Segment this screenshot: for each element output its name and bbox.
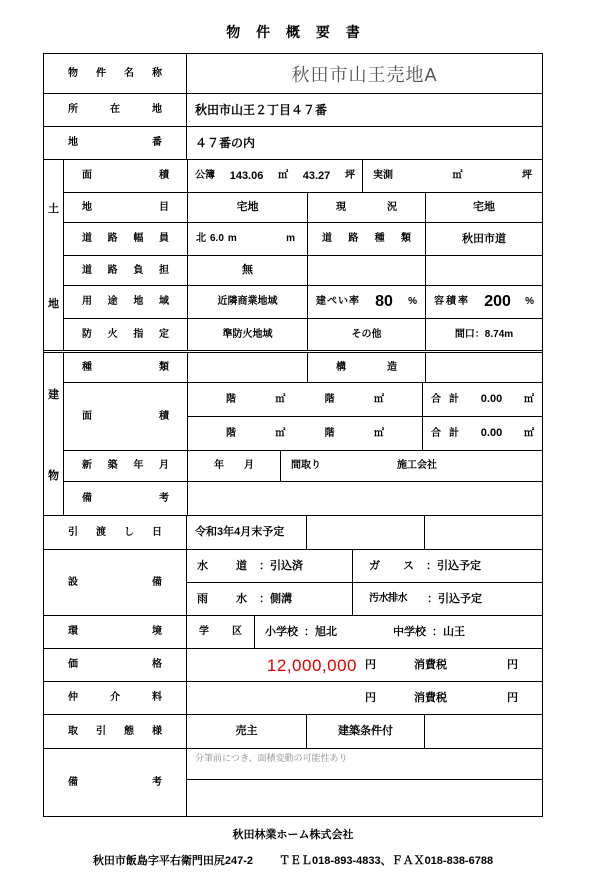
month-label: 月: [244, 460, 254, 471]
row-built-date: [64, 450, 542, 481]
school-district-label-cell: [186, 616, 254, 648]
transaction-value: 売主: [235, 725, 258, 737]
land-section-vertical-label: [44, 160, 63, 350]
property-summary-sheet: [0, 22, 600, 868]
brokerage-label: 仲 介 料: [68, 692, 162, 703]
other-label-cell: [307, 319, 425, 350]
empty-cell: [187, 780, 542, 816]
building-area-label: 面 積: [82, 410, 169, 422]
land-category-value: 宅地: [236, 201, 259, 213]
price-label: 価 格: [68, 659, 162, 670]
row-handover-date: [44, 515, 542, 549]
coverage-ratio-label: 建ぺい率: [316, 296, 360, 307]
building-area-total-cell-2: [422, 417, 542, 450]
building-kind-label-cell: [64, 353, 187, 382]
environment-label-cell: [44, 616, 186, 648]
registered-label: 公簿: [195, 170, 215, 181]
row-building-area: [64, 382, 542, 450]
building-condition-cell: [306, 715, 424, 748]
brokerage-label-cell: [44, 682, 186, 714]
floor-area-ratio-value: 200: [484, 293, 511, 310]
m2-unit: ㎡: [373, 427, 384, 439]
building-notes-value-cell: [187, 482, 542, 515]
building-area-floors-cell-1: [188, 383, 422, 416]
tax-yen-unit: 円: [507, 658, 518, 671]
lot-number-value: ４７番の内: [195, 136, 256, 150]
percent-sign: %: [408, 296, 417, 307]
row-brokerage-fee: [44, 681, 542, 714]
zoning-label: 用 途 地 域: [82, 296, 169, 307]
total-label: 合 計: [431, 427, 459, 439]
utilities-label: 設 備: [68, 576, 162, 588]
total-value: 0.00: [480, 427, 503, 439]
utilities-row-1: [187, 550, 542, 582]
builder-label: 施工会社: [397, 460, 437, 471]
row-utilities: [44, 549, 542, 615]
footer: [43, 826, 543, 868]
measured-m2-unit: ㎡: [452, 170, 463, 181]
junior-high-value: ：山王: [432, 625, 465, 638]
yen-unit: 円: [365, 658, 376, 671]
floor-area-ratio-label: 容積率: [434, 296, 470, 307]
sewage-value: ：引込予定: [427, 592, 482, 605]
road-kind-value: 秋田市道: [462, 232, 506, 245]
registered-tsubo-value: 43.27: [302, 169, 331, 182]
road-kind-value-cell: [425, 223, 542, 255]
remarks-label-cell: [44, 749, 186, 816]
floor-label: 階: [324, 427, 335, 439]
remarks-rows: [186, 749, 542, 816]
lot-number-label: 地 番: [68, 137, 162, 148]
m2-unit: ㎡: [373, 393, 384, 405]
road-kind-label-cell: [307, 223, 425, 255]
layout-label: 間取り: [291, 460, 321, 471]
measured-tsubo-unit: 坪: [522, 170, 532, 181]
rainwater-value: ：側溝: [259, 592, 292, 605]
brokerage-value-cell: [186, 682, 542, 714]
zoning-value: 近隣商業地域: [217, 296, 278, 307]
row-building-kind: [64, 353, 542, 382]
land-area-registered-cell: [187, 160, 362, 192]
fire-zone-label: 防 火 指 定: [82, 328, 169, 340]
transaction-label-cell: [44, 715, 186, 748]
price-label-cell: [44, 649, 186, 681]
structure-label-cell: [307, 353, 425, 382]
road-kind-label: 道 路 種 類: [322, 233, 411, 244]
location-label: 所 在 地: [68, 104, 162, 115]
land-vlabel-2: 地: [48, 297, 59, 310]
building-notes-label-cell: [64, 482, 187, 515]
fire-zone-label-cell: [64, 319, 187, 350]
registered-m2-value: 143.06: [229, 169, 264, 182]
row-road-burden: [64, 255, 542, 285]
land-area-label-cell: [64, 160, 187, 192]
company-phone-fax: ＴＥＬ018-893-4833、ＦＡＸ018-838-6788: [279, 855, 494, 867]
handover-label: 引 渡 し 日: [68, 526, 162, 538]
total-value: 0.00: [480, 393, 503, 405]
fire-zone-value-cell: [187, 319, 307, 350]
building-area-label-cell: [64, 383, 187, 450]
row-property-name: [44, 54, 542, 93]
company-address: 秋田市飯島字平右衛門田尻247-2: [92, 855, 254, 867]
building-section-body: [63, 353, 542, 515]
building-kind-value-cell: [187, 353, 307, 382]
layout-builder-cell: [280, 451, 542, 481]
coverage-ratio-value: 80: [375, 293, 393, 310]
water-value: ：引込済: [259, 559, 303, 572]
consumption-tax-label: 消費税: [414, 691, 447, 704]
building-area-total-cell-1: [422, 383, 542, 416]
building-area-row-2: [188, 416, 542, 450]
environment-label: 環 境: [68, 626, 162, 637]
schools-cell: [254, 616, 542, 648]
utilities-rows: [186, 550, 542, 615]
floor-area-ratio-cell: [425, 286, 542, 318]
yen-unit: 円: [365, 691, 376, 704]
total-label: 合 計: [431, 393, 459, 405]
sewage-label: 汚水排水: [369, 593, 407, 604]
row-remarks: [44, 748, 542, 816]
row-fire-zone: [64, 318, 542, 350]
road-burden-label-cell: [64, 256, 187, 285]
other-label: その他: [351, 328, 382, 340]
gas-value: ：引込予定: [426, 559, 481, 572]
summary-table: [43, 53, 543, 817]
tax-yen-unit: 円: [507, 691, 518, 704]
price-value: 12,000,000: [266, 655, 357, 675]
building-section: [44, 353, 542, 515]
percent-sign: %: [525, 296, 534, 307]
built-date-value-cell: [187, 451, 280, 481]
elementary-school-label: 小学校: [265, 625, 298, 638]
document-title: 物 件 概 要 書: [226, 24, 366, 40]
location-value: 秋田市山王２丁目４７番: [195, 103, 328, 117]
structure-value-cell: [425, 353, 542, 382]
sewage-cell: [352, 583, 542, 615]
school-district-label: 学 区: [199, 626, 242, 637]
zoning-label-cell: [64, 286, 187, 318]
building-vlabel-1: 建: [48, 388, 59, 401]
land-category-label: 地 目: [82, 201, 169, 213]
current-state-value-cell: [425, 193, 542, 222]
elementary-school-value: ：旭北: [304, 625, 337, 638]
m2-unit: ㎡: [275, 393, 286, 405]
water-cell: [187, 550, 352, 582]
land-section-body: [63, 160, 542, 350]
m2-unit: ㎡: [523, 393, 534, 405]
current-state-label: 現 況: [336, 201, 397, 213]
row-land-category: [64, 192, 542, 222]
empty-cell: [425, 256, 542, 285]
transaction-value-cell: [186, 715, 306, 748]
empty-cell: [306, 516, 424, 549]
road-burden-label: 道 路 負 担: [82, 264, 169, 276]
building-notes-label: 備 考: [82, 492, 169, 504]
road-burden-value-cell: [187, 256, 307, 285]
road-width-value: 6.0: [210, 233, 224, 244]
property-name-label: 物 件 名 称: [68, 67, 162, 79]
m2-unit: ㎡: [278, 170, 289, 181]
consumption-tax-label: 消費税: [414, 658, 447, 671]
gas-cell: [352, 550, 542, 582]
road-width-label-cell: [64, 223, 187, 255]
remarks-label: 備 考: [68, 776, 162, 788]
m2-unit: ㎡: [275, 427, 286, 439]
current-state-value: 宅地: [473, 201, 495, 213]
road-width-unit: m: [227, 233, 237, 244]
row-road-width: [64, 222, 542, 255]
frontage-value: 間口：8.74m: [454, 328, 514, 340]
row-lot-number: [44, 126, 542, 159]
coverage-ratio-cell: [307, 286, 425, 318]
water-label: 水 道: [197, 559, 247, 572]
price-value-cell: [186, 649, 542, 681]
row-location: [44, 93, 542, 126]
land-area-measured-cell: [362, 160, 542, 192]
land-area-label: 面 積: [82, 170, 169, 181]
empty-cell: [424, 516, 542, 549]
road-burden-value: 無: [242, 264, 253, 276]
gas-label: ガ ス: [369, 559, 414, 572]
land-category-label-cell: [64, 193, 187, 222]
building-area-row-1: [188, 383, 542, 416]
frontage-cell: [425, 319, 542, 350]
row-zoning: [64, 285, 542, 318]
row-land-area: [64, 160, 542, 192]
utilities-row-2: [187, 582, 542, 615]
handover-label-cell: [44, 516, 186, 549]
location-value-cell: [186, 94, 542, 126]
remarks-row-1: [187, 749, 542, 779]
property-name-label-cell: [44, 54, 186, 93]
lot-number-value-cell: [186, 127, 542, 159]
remarks-note-cell: [187, 749, 542, 779]
floor-label: 階: [324, 393, 335, 405]
building-section-vertical-label: [44, 353, 63, 515]
row-environment: [44, 615, 542, 648]
property-name-value-cell: [186, 54, 542, 93]
land-vlabel-1: 土: [48, 202, 59, 215]
rainwater-cell: [187, 583, 352, 615]
current-state-label-cell: [307, 193, 425, 222]
zoning-value-cell: [187, 286, 307, 318]
road-width-value-cell: [187, 223, 307, 255]
handover-value-cell: [186, 516, 306, 549]
floor-label: 階: [226, 393, 236, 405]
building-area-rows: [187, 383, 542, 450]
building-area-floors-cell-2: [188, 417, 422, 450]
built-date-label: 新 築 年 月: [82, 460, 169, 471]
property-name-value: 秋田市山王売地A: [291, 64, 438, 85]
location-label-cell: [44, 94, 186, 126]
fire-zone-value: 準防火地域: [222, 328, 273, 340]
m2-unit: ㎡: [523, 427, 534, 439]
floor-label: 階: [226, 427, 236, 439]
tsubo-unit: 坪: [345, 170, 355, 181]
building-kind-label: 種 類: [82, 361, 169, 373]
land-category-value-cell: [187, 193, 307, 222]
structure-label: 構 造: [336, 361, 397, 373]
year-label: 年: [214, 460, 224, 471]
land-section: [44, 159, 542, 350]
transaction-label: 取 引 態 様: [68, 725, 162, 737]
road-width-label: 道 路 幅 員: [82, 233, 169, 244]
empty-cell: [424, 715, 542, 748]
row-price: [44, 648, 542, 681]
building-condition-value: 建築条件付: [338, 725, 393, 737]
row-transaction-type: [44, 714, 542, 748]
measured-label: 実測: [373, 170, 393, 181]
building-vlabel-2: 物: [48, 469, 59, 482]
lot-number-label-cell: [44, 127, 186, 159]
utilities-label-cell: [44, 550, 186, 615]
remarks-row-2: [187, 779, 542, 816]
row-building-notes: [64, 481, 542, 515]
road-width-unit-2: m: [286, 233, 295, 244]
handover-value: 令和3年4月末予定: [195, 526, 285, 538]
empty-cell: [307, 256, 425, 285]
road-direction: 北: [196, 233, 206, 244]
company-name: 秋田林業ホーム株式会社: [232, 829, 354, 841]
rainwater-label: 雨 水: [197, 592, 247, 605]
built-date-label-cell: [64, 451, 187, 481]
junior-high-label: 中学校: [393, 625, 426, 638]
company-contact-line: [43, 852, 543, 868]
remarks-note: 分筆前につき、面積変動の可能性あり: [195, 753, 348, 763]
